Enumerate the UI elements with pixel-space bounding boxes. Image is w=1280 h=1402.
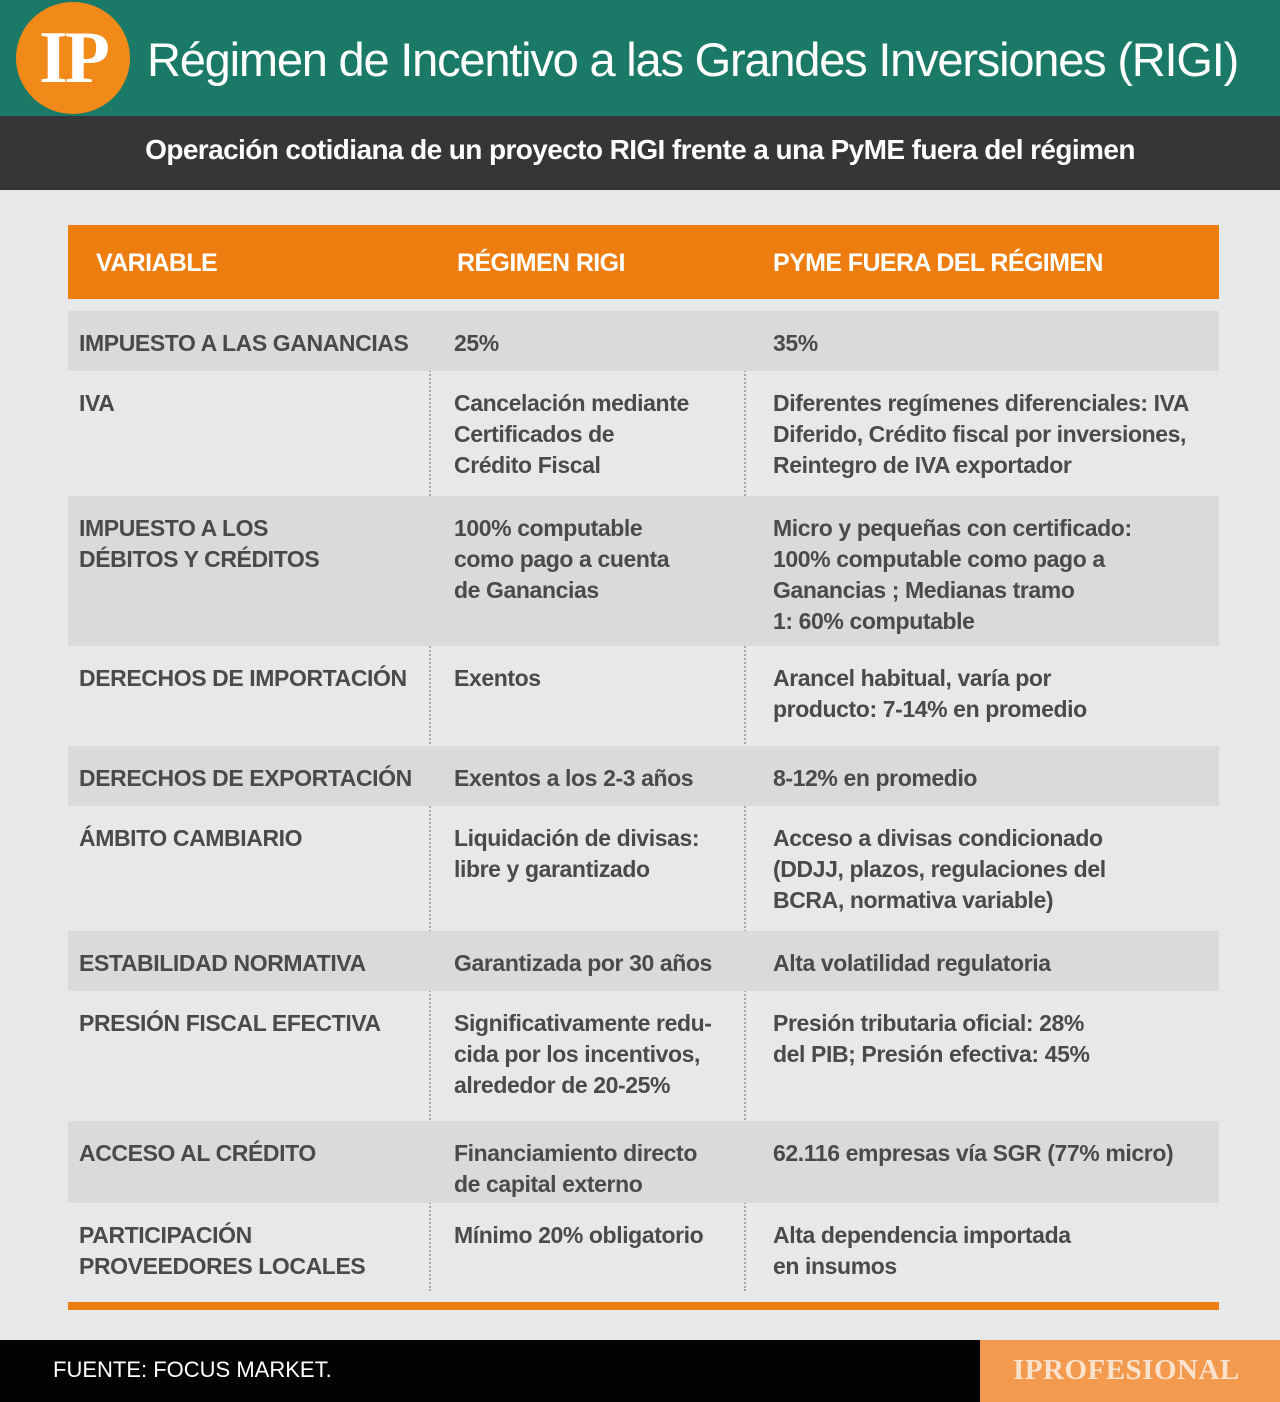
cell-line: Presión tributaria oficial: 28% xyxy=(773,1010,1084,1036)
table-body xyxy=(68,311,1219,1291)
cell-pyme xyxy=(773,328,1213,359)
brand-logo-text: IPROFESIONAL xyxy=(1013,1354,1240,1386)
cell-line: 100% computable como pago a xyxy=(773,546,1105,572)
brand-block xyxy=(980,1340,1280,1402)
cell-rigi xyxy=(454,1138,734,1200)
cell-line: (DDJJ, plazos, regulaciones del xyxy=(773,856,1106,882)
cell-rigi xyxy=(454,1008,734,1101)
cell-line: 8-12% en promedio xyxy=(773,765,978,791)
cell-line: ACCESO AL CRÉDITO xyxy=(79,1140,316,1166)
cell-line: libre y garantizado xyxy=(454,856,650,882)
cell-rigi xyxy=(454,328,734,359)
cell-line: Diferido, Crédito fiscal por inversiones, xyxy=(773,421,1187,447)
comparison-table xyxy=(68,225,1219,1291)
cell-line: ESTABILIDAD NORMATIVA xyxy=(79,950,366,976)
cell-rigi xyxy=(454,1220,734,1251)
cell-line: Cancelación mediante xyxy=(454,390,689,416)
cell-line: Liquidación de divisas: xyxy=(454,825,700,851)
table-row xyxy=(68,746,1219,806)
cell-line: Significativamente redu- xyxy=(454,1010,712,1036)
table-row xyxy=(68,931,1219,991)
cell-line: Ganancias ; Medianas tramo xyxy=(773,577,1075,603)
cell-line: en insumos xyxy=(773,1253,897,1279)
cell-pyme xyxy=(773,948,1213,979)
cell-line: 100% computable xyxy=(454,515,643,541)
cell-line: DERECHOS DE IMPORTACIÓN xyxy=(79,665,407,691)
footer xyxy=(0,1340,1280,1402)
column-header-rigi: RÉGIMEN RIGI xyxy=(457,249,625,277)
cell-pyme xyxy=(773,1008,1213,1070)
cell-line: Alta volatilidad regulatoria xyxy=(773,950,1051,976)
cell-pyme xyxy=(773,823,1213,916)
cell-line: IMPUESTO A LOS xyxy=(79,515,269,541)
cell-line: Exentos xyxy=(454,665,541,691)
cell-line: como pago a cuenta xyxy=(454,546,670,572)
table-row xyxy=(68,991,1219,1121)
cell-line: de capital externo xyxy=(454,1171,643,1197)
cell-rigi xyxy=(454,948,734,979)
cell-line: de Ganancias xyxy=(454,577,599,603)
cell-variable xyxy=(79,823,419,854)
column-header-variable: VARIABLE xyxy=(96,249,218,277)
cell-variable xyxy=(79,328,419,359)
cell-line: Diferentes regímenes diferenciales: IVA xyxy=(773,390,1190,416)
cell-line: Exentos a los 2-3 años xyxy=(454,765,694,791)
cell-line: Micro y pequeñas con certificado: xyxy=(773,515,1132,541)
cell-line: PROVEEDORES LOCALES xyxy=(79,1253,366,1279)
cell-variable xyxy=(79,1220,419,1282)
cell-pyme xyxy=(773,663,1213,725)
logo-text: IP xyxy=(39,16,107,99)
source-note: FUENTE: FOCUS MARKET. xyxy=(53,1357,332,1382)
cell-line: 25% xyxy=(454,330,499,356)
cell-line: IVA xyxy=(79,390,115,416)
cell-line: Alta dependencia importada xyxy=(773,1222,1071,1248)
table-row xyxy=(68,1203,1219,1291)
cell-variable xyxy=(79,948,419,979)
page-subtitle: Operación cotidiana de un proyecto RIGI frente a una PyME fuera del régimen xyxy=(145,134,1135,165)
cell-rigi xyxy=(454,388,734,481)
cell-line: IMPUESTO A LAS GANANCIAS xyxy=(79,330,409,356)
cell-variable xyxy=(79,513,419,575)
cell-line: Acceso a divisas condicionado xyxy=(773,825,1103,851)
cell-line: Arancel habitual, varía por xyxy=(773,665,1052,691)
cell-line: producto: 7-14% en promedio xyxy=(773,696,1087,722)
cell-line: DÉBITOS Y CRÉDITOS xyxy=(79,546,320,572)
cell-line: BCRA, normativa variable) xyxy=(773,887,1054,913)
cell-rigi xyxy=(454,763,734,794)
cell-line: 62.116 empresas vía SGR (77% micro) xyxy=(773,1140,1174,1166)
cell-line: Mínimo 20% obligatorio xyxy=(454,1222,704,1248)
cell-pyme xyxy=(773,1138,1213,1169)
table-row xyxy=(68,1121,1219,1203)
cell-variable xyxy=(79,1008,419,1039)
cell-variable xyxy=(79,388,419,419)
cell-line: Financiamiento directo xyxy=(454,1140,697,1166)
cell-rigi xyxy=(454,513,734,606)
table-row xyxy=(68,806,1219,931)
table-row xyxy=(68,646,1219,746)
cell-rigi xyxy=(454,823,734,885)
page-title: Régimen de Incentivo a las Grandes Inversiones (RIGI) xyxy=(147,33,1239,86)
cell-variable xyxy=(79,763,419,794)
cell-line: PRESIÓN FISCAL EFECTIVA xyxy=(79,1010,381,1036)
cell-pyme xyxy=(773,1220,1213,1282)
table-header xyxy=(68,225,1219,299)
cell-line: cida por los incentivos, xyxy=(454,1041,701,1067)
cell-line: DERECHOS DE EXPORTACIÓN xyxy=(79,765,412,791)
cell-variable xyxy=(79,1138,419,1169)
cell-pyme xyxy=(773,763,1213,794)
ip-logo xyxy=(16,2,130,114)
cell-line: alrededor de 20-25% xyxy=(454,1072,671,1098)
column-header-pyme: PYME FUERA DEL RÉGIMEN xyxy=(773,249,1103,277)
cell-line: Reintegro de IVA exportador xyxy=(773,452,1072,478)
cell-line: PARTICIPACIÓN xyxy=(79,1222,252,1248)
table-row xyxy=(68,496,1219,646)
table-bottom-rule xyxy=(68,1302,1219,1310)
cell-pyme xyxy=(773,388,1213,481)
cell-line: Certificados de xyxy=(454,421,615,447)
table-row xyxy=(68,371,1219,496)
cell-line: 35% xyxy=(773,330,818,356)
cell-line: 1: 60% computable xyxy=(773,608,975,634)
cell-rigi xyxy=(454,663,734,694)
cell-line: del PIB; Presión efectiva: 45% xyxy=(773,1041,1090,1067)
table-row xyxy=(68,311,1219,371)
cell-pyme xyxy=(773,513,1213,637)
cell-line: Crédito Fiscal xyxy=(454,452,601,478)
cell-variable xyxy=(79,663,419,694)
header xyxy=(0,0,1280,190)
cell-line: Garantizada por 30 años xyxy=(454,950,712,976)
cell-line: ÁMBITO CAMBIARIO xyxy=(79,825,303,851)
